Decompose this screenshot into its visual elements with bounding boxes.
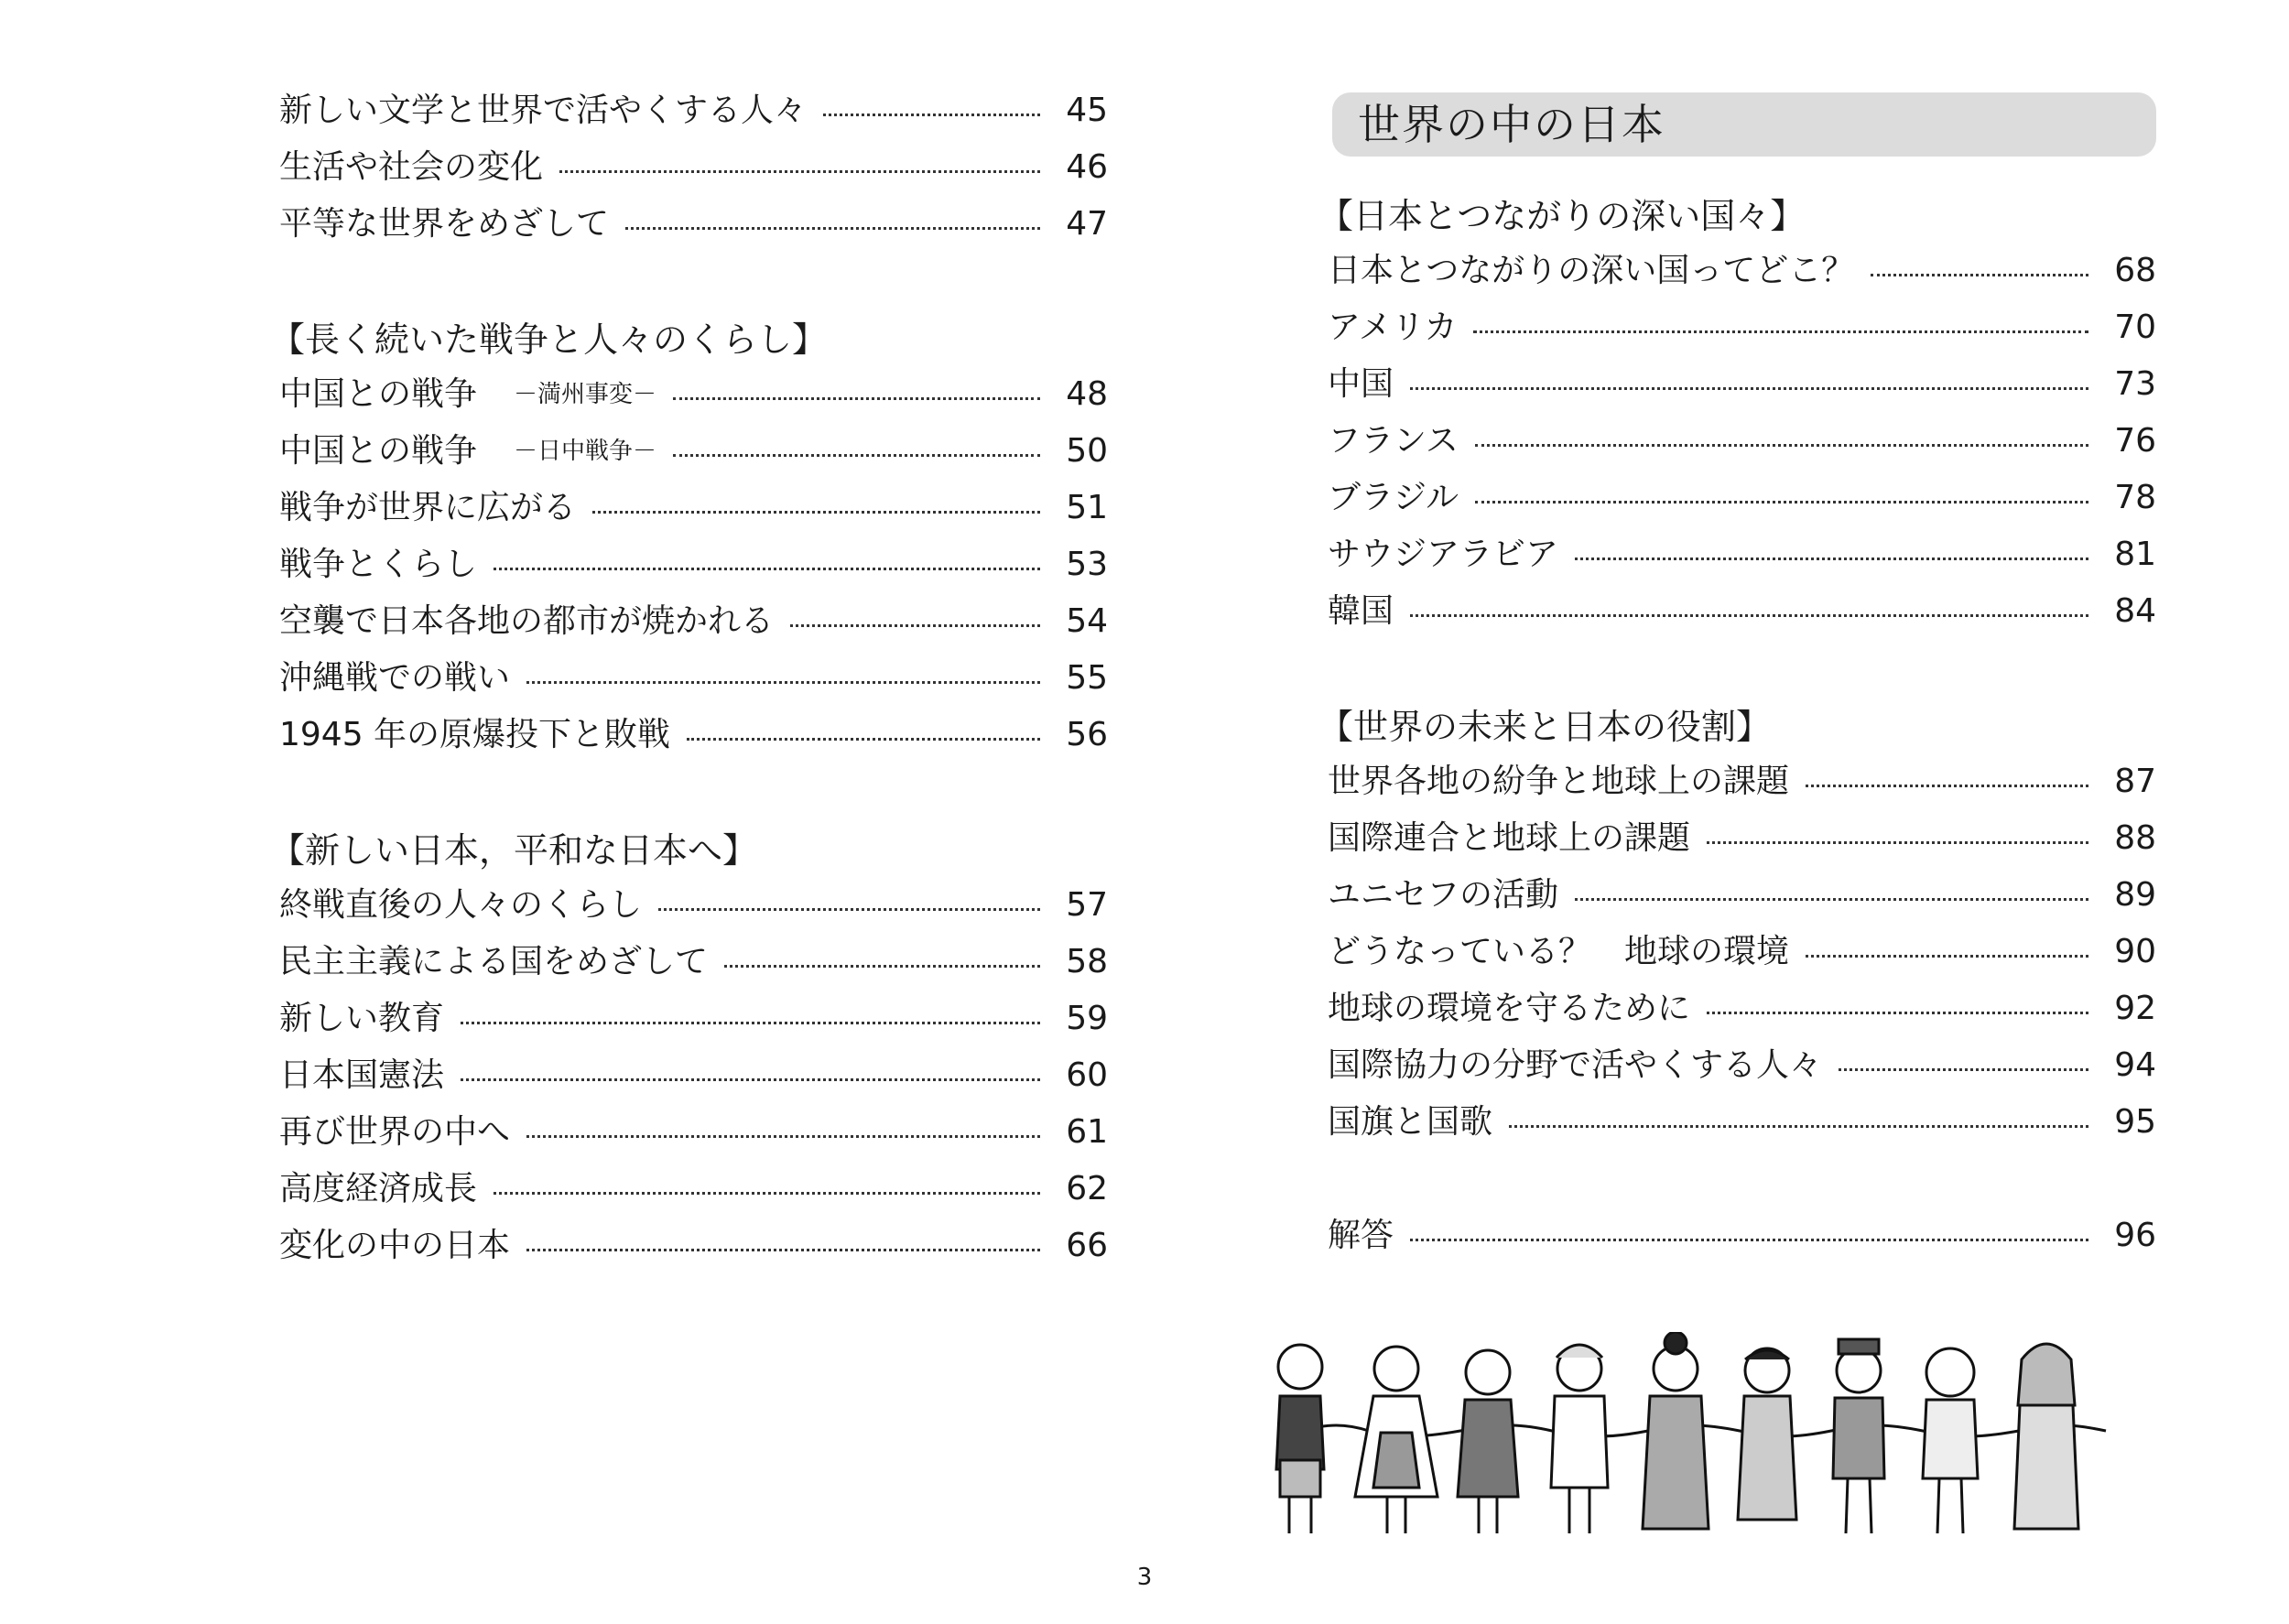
toc-entry[interactable] (279, 142, 1108, 193)
toc-entry-page: 73 (2114, 365, 2156, 403)
toc-entry[interactable] (279, 199, 1108, 250)
toc-entry-page: 54 (1066, 602, 1108, 640)
dot-leader (1473, 330, 2088, 333)
dot-leader (1410, 1239, 2088, 1241)
toc-entry[interactable] (1328, 245, 2156, 297)
toc-entry-page: 94 (2114, 1046, 2156, 1084)
toc-entry[interactable] (279, 993, 1108, 1045)
toc-entry-page: 78 (2114, 479, 2156, 516)
toc-entry[interactable] (1328, 813, 2156, 864)
toc-entry[interactable] (1328, 870, 2156, 921)
toc-entry-page: 70 (2114, 309, 2156, 346)
toc-entry-title: どうなっている？ 地球の環境 (1328, 933, 1790, 970)
toc-entry-subtitle: －満州事変－ (514, 381, 657, 408)
dot-leader (1806, 955, 2088, 958)
toc-entry[interactable] (1328, 302, 2156, 353)
toc-entry[interactable] (279, 937, 1108, 988)
toc-entry[interactable] (1328, 1097, 2156, 1148)
dot-leader (724, 965, 1040, 968)
toc-entry[interactable] (1328, 926, 2156, 978)
toc-entry[interactable] (1328, 586, 2156, 637)
toc-entry-page: 47 (1066, 205, 1108, 243)
toc-entry-page: 53 (1066, 546, 1108, 583)
toc-entry-page: 95 (2114, 1103, 2156, 1141)
toc-entry-page: 59 (1066, 1000, 1108, 1037)
dot-leader (1707, 841, 2088, 844)
toc-entry-title: 戦争とくらし (279, 546, 478, 583)
toc-entry-page: 62 (1066, 1170, 1108, 1207)
toc-entry-title: 韓国 (1328, 592, 1394, 630)
dot-leader (1509, 1125, 2088, 1128)
toc-entry-page: 96 (2114, 1217, 2156, 1254)
dot-leader (1839, 1068, 2088, 1071)
toc-entry-title: 再び世界の中へ (279, 1113, 511, 1151)
section-heading: 【長く続いた戦争と人々のくらし】 (270, 319, 828, 360)
dot-leader (790, 624, 1040, 627)
dot-leader (592, 511, 1040, 514)
dot-leader (673, 454, 1040, 457)
toc-entry[interactable] (1328, 983, 2156, 1034)
child-figure (1458, 1350, 1518, 1533)
toc-entry-title: 新しい教育 (279, 1000, 445, 1037)
dot-leader (526, 1249, 1040, 1251)
toc-entry[interactable] (279, 369, 1108, 420)
toc-entry-page: 51 (1066, 489, 1108, 526)
toc-entry-title: ブラジル (1328, 479, 1459, 516)
toc-entry-title: 国際連合と地球上の課題 (1328, 819, 1691, 857)
toc-entry-page: 68 (2114, 252, 2156, 289)
dot-leader (1410, 387, 2088, 390)
dot-leader (1707, 1012, 2088, 1014)
toc-entry-title: サウジアラビア (1328, 536, 1559, 573)
toc-entry-title: 沖縄戦での戦い (279, 659, 511, 697)
dot-leader (1410, 614, 2088, 617)
toc-entry-page: 81 (2114, 536, 2156, 573)
dot-leader (461, 1022, 1040, 1024)
dot-leader (494, 1192, 1040, 1195)
toc-entry[interactable] (279, 1164, 1108, 1215)
dot-leader (823, 114, 1040, 116)
section-heading: 【日本とつながりの深い国々】 (1318, 196, 1806, 236)
dot-leader (687, 738, 1040, 741)
dot-leader (559, 170, 1040, 173)
toc-entry-title: 日本国憲法 (279, 1056, 445, 1094)
toc-entry-title: 変化の中の日本 (279, 1227, 511, 1264)
toc-entry-page: 88 (2114, 819, 2156, 857)
toc-entry[interactable] (279, 709, 1108, 761)
toc-entry-page: 66 (1066, 1227, 1108, 1264)
toc-entry[interactable] (1328, 416, 2156, 467)
child-figure (1276, 1345, 1324, 1533)
child-figure (1923, 1348, 1978, 1533)
toc-entry-page: 60 (1066, 1056, 1108, 1094)
toc-entry-page: 46 (1066, 148, 1108, 186)
toc-entry-page: 58 (1066, 943, 1108, 980)
dot-leader (1806, 785, 2088, 787)
toc-entry[interactable] (279, 596, 1108, 647)
toc-entry-page: 55 (1066, 659, 1108, 697)
toc-entry-title: 生活や社会の変化 (279, 148, 544, 186)
children-holding-hands-illustration (1245, 1332, 2197, 1543)
dot-leader (1475, 501, 2088, 503)
toc-entry-title: アメリカ (1328, 309, 1458, 346)
toc-entry[interactable] (1328, 359, 2156, 410)
toc-entry-answers[interactable] (1328, 1210, 2156, 1261)
dot-leader (461, 1078, 1040, 1081)
toc-entry[interactable] (279, 539, 1108, 590)
dot-leader (1871, 274, 2088, 276)
toc-entry-title: 新しい文学と世界で活やくする人々 (279, 92, 808, 129)
toc-entry-title: 民主主義による国をめざして (279, 943, 709, 980)
toc-entry-title: 終戦直後の人々のくらし (279, 886, 643, 924)
toc-entry-title: 空襲で日本各地の都市が焼かれる (279, 602, 775, 640)
dot-leader (1575, 558, 2088, 560)
chapter-banner (1332, 92, 2156, 157)
toc-entry-page: 61 (1066, 1113, 1108, 1151)
dot-leader (673, 397, 1040, 400)
section-heading: 【世界の未来と日本の役割】 (1318, 707, 1772, 747)
toc-entry[interactable] (1328, 472, 2156, 524)
toc-entry-title: 戦争が世界に広がる (279, 489, 577, 526)
toc-entry-title: ユニセフの活動 (1328, 876, 1559, 914)
toc-entry[interactable] (1328, 756, 2156, 807)
dot-leader (494, 568, 1040, 570)
toc-entry-title: 平等な世界をめざして (279, 205, 610, 243)
toc-entry-title: 解答 (1328, 1217, 1394, 1254)
dot-leader (1575, 898, 2088, 901)
toc-entry-title: フランス (1328, 422, 1459, 460)
dot-leader (625, 227, 1040, 230)
dot-leader (1475, 444, 2088, 447)
toc-entry-page: 76 (2114, 422, 2156, 460)
toc-entry[interactable] (279, 482, 1108, 534)
child-figure (1833, 1339, 1884, 1533)
toc-entry-page: 90 (2114, 933, 2156, 970)
toc-entry[interactable] (1328, 529, 2156, 580)
child-figure (1551, 1345, 1608, 1533)
toc-entry[interactable] (279, 653, 1108, 704)
toc-entry[interactable] (279, 1050, 1108, 1101)
child-figure (2014, 1344, 2078, 1529)
toc-entry[interactable] (1328, 1040, 2156, 1091)
toc-entry-title: 中国との戦争 (279, 375, 478, 413)
toc-entry-page: 56 (1066, 716, 1108, 753)
toc-entry[interactable] (279, 426, 1108, 477)
toc-entry-title: 世界各地の紛争と地球上の課題 (1328, 763, 1790, 800)
toc-entry-page: 57 (1066, 886, 1108, 924)
toc-entry-title: 国旗と国歌 (1328, 1103, 1493, 1141)
toc-entry-page: 48 (1066, 375, 1108, 413)
toc-entry-subtitle: －日中戦争－ (514, 438, 657, 465)
toc-entry-title: 日本とつながりの深い国ってどこ？ (1328, 252, 1855, 289)
toc-entry[interactable] (279, 880, 1108, 931)
toc-entry[interactable] (279, 85, 1108, 136)
toc-entry-page: 45 (1066, 92, 1108, 129)
page-number: 3 (1136, 1564, 1153, 1591)
dot-leader (658, 908, 1040, 911)
toc-entry[interactable] (279, 1220, 1108, 1272)
toc-entry-page: 50 (1066, 432, 1108, 470)
toc-entry-title: 中国との戦争 (279, 432, 478, 470)
toc-entry-title: 国際協力の分野で活やくする人々 (1328, 1046, 1823, 1084)
dot-leader (526, 681, 1040, 684)
toc-entry-title: 地球の環境を守るために (1328, 990, 1691, 1027)
toc-entry-title: 高度経済成長 (279, 1170, 478, 1207)
chapter-title: 世界の中の日本 (1358, 100, 1665, 149)
toc-entry-page: 92 (2114, 990, 2156, 1027)
toc-entry-page: 87 (2114, 763, 2156, 800)
section-heading: 【新しい日本，平和な日本へ】 (270, 830, 758, 871)
toc-entry-page: 89 (2114, 876, 2156, 914)
toc-entry-title: 中国 (1328, 365, 1394, 403)
dot-leader (526, 1135, 1040, 1138)
child-figure (1738, 1348, 1796, 1520)
child-figure (1355, 1347, 1437, 1533)
toc-entry-page: 84 (2114, 592, 2156, 630)
toc-entry-title: 1945 年の原爆投下と敗戦 (279, 716, 671, 753)
child-figure (1643, 1332, 1709, 1529)
toc-entry[interactable] (279, 1107, 1108, 1158)
